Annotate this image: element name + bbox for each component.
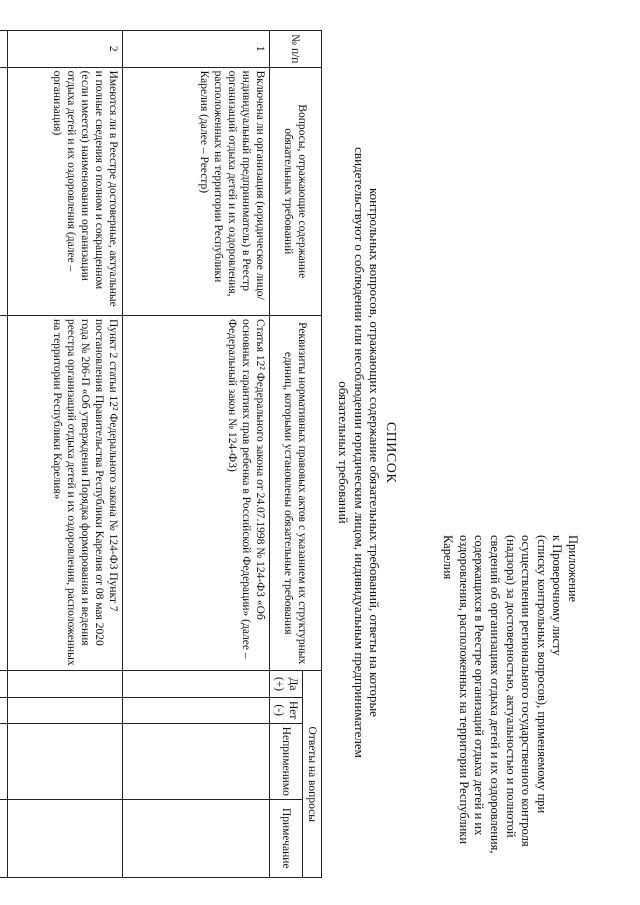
header-question: Вопросы, отражающие содержание обязательных требований (270, 67, 322, 315)
title-line-2: свидетельствуют о соблюдении или несоблюдении юридическим лицом, индивидуальным предпринимателем (352, 147, 367, 758)
appendix-line: Карелия (441, 535, 456, 580)
header-not-applicable: Неприменимо (270, 723, 303, 799)
title-heading: СПИСОК (383, 421, 398, 484)
answer-no-cell[interactable] (0, 697, 8, 723)
answer-not-applicable-cell[interactable] (123, 723, 270, 799)
appendix-line: (надзора) за достоверностью, актуальностью и полнотой (503, 535, 518, 838)
row-requisites: Пункт 2 статьи 12² Федерального закона № 124-ФЗ Пункт 7 постановления Правительства Республики Карелия от 08 мая 2020 года № 206-П «Об утверждении Порядка формирования и ведения реестра организаций отдыха детей и их оздоровления, расположенных на территории Республики Карелия» (8, 315, 123, 671)
header-num: № п/п (270, 31, 322, 68)
row-requisites (0, 315, 8, 671)
appendix-line: содержащихся в Реестре организаций отдыха детей и их (472, 535, 487, 836)
header-requisites: Реквизиты нормативных правовых актов с указанием их структурных единиц, которыми установлены обязательные требования (270, 315, 322, 671)
answer-not-applicable-cell[interactable] (0, 723, 8, 799)
answer-yes-cell[interactable] (0, 671, 8, 697)
appendix-note (440, 535, 580, 870)
answer-not-applicable-cell[interactable] (8, 723, 123, 799)
row-num: 1 (123, 31, 270, 68)
appendix-line: осуществлении регионального государственного контроля (519, 535, 534, 847)
answer-note-cell[interactable] (123, 799, 270, 877)
answer-yes-cell[interactable] (8, 671, 123, 697)
appendix-line: оздоровления, расположенных на территории Республики (456, 535, 471, 845)
appendix-line: к Проверочному листу (550, 535, 565, 656)
row-question (0, 67, 8, 315)
row-question: Имеются ли в Реестре достоверные, актуальные и полные сведения о полном и сокращенном (если имеется) наименовании организации отдыха детей и их оздоровления (далее – организация) (8, 67, 123, 315)
table-row (8, 31, 123, 878)
answer-yes-cell[interactable] (123, 671, 270, 697)
answer-note-cell[interactable] (8, 799, 123, 877)
answer-no-cell[interactable] (123, 697, 270, 723)
header-no: Нет (-) (270, 697, 303, 723)
row-num: 2 (8, 31, 123, 68)
answer-note-cell[interactable] (0, 799, 8, 877)
row-question: Включена ли организация (юридическое лицо/индивидуальный предприниматель) в Реестр организаций отдыха детей и их оздоровления, расположенных на территории Республики Карелия (далее – Реестр) (123, 67, 270, 315)
document-title (336, 30, 398, 875)
table-row (123, 31, 270, 878)
appendix-line: сведений об организациях отдыха детей и их оздоровления, (488, 535, 503, 854)
appendix-line: Приложение (566, 535, 580, 603)
table-row (0, 31, 8, 878)
header-yes: Да (+) (270, 671, 303, 697)
title-line-1: контрольных вопросов, отражающих содержание обязательных требований, ответы на которые (367, 188, 383, 717)
row-num (0, 31, 8, 68)
header-answers: Ответы на вопросы (303, 671, 322, 878)
header-note: Примечание (270, 799, 303, 877)
title-line-3: обязательных требований (336, 381, 352, 524)
answer-no-cell[interactable] (8, 697, 123, 723)
row-requisites: Статья 12² Федерального закона от 24.07.1998 № 124-ФЗ «Об основных гарантиях прав ребенка в Российской Федерации» (далее – Федеральный закон № 124-ФЗ) (123, 315, 270, 671)
appendix-line: (списку контрольных вопросов), применяемому при (534, 535, 549, 814)
checklist-table (0, 30, 322, 878)
